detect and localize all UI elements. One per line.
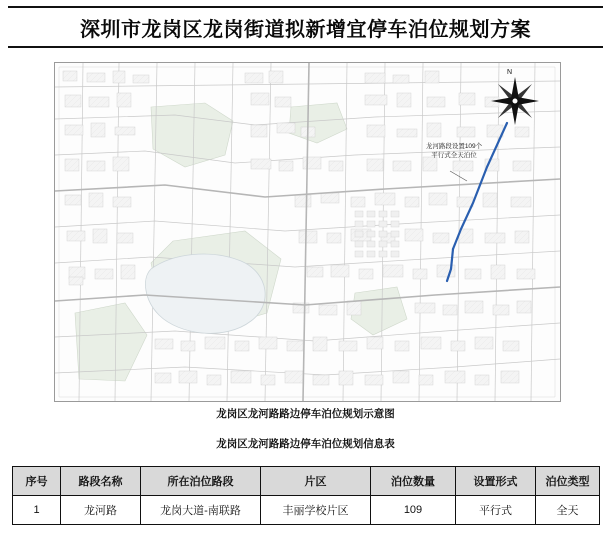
compass-rose-icon [487,73,543,129]
map-canvas [55,63,560,401]
title-rule-top [8,6,603,8]
table-cell-space-count: 109 [371,496,456,525]
parking-info-table [12,466,600,525]
map-annotation-line-1: 龙河路段设置109个 [425,143,483,150]
table-cell-layout-type: 平行式 [456,496,536,525]
table-header-cell: 设置形式 [456,467,536,496]
table-header-cell: 片区 [261,467,371,496]
parking-info-table-wrapper [12,466,599,525]
table-cell-space-type: 全天 [536,496,600,525]
table-row [13,496,600,525]
table-cell-segment: 龙岗大道-南联路 [141,496,261,525]
map-annotation-line-2: 平行式全天泊位 [431,151,477,159]
title-rule-bottom [8,46,603,48]
page-title: 深圳市龙岗区龙岗街道拟新增宜停车泊位规划方案 [80,18,531,41]
table-header-cell: 所在泊位路段 [141,467,261,496]
map-caption: 龙岗区龙河路路边停车泊位规划示意图 [216,408,395,420]
document-title-banner [0,6,611,48]
table-header-cell: 序号 [13,467,61,496]
table-cell-road-name: 龙河路 [61,496,141,525]
table-header-cell: 泊位类型 [536,467,600,496]
table-cell-district: 丰丽学校片区 [261,496,371,525]
map-figure [54,62,561,402]
map-annotation [399,143,509,161]
table-caption: 龙岗区龙河路路边停车泊位规划信息表 [216,438,395,450]
compass-north-label: N [507,69,513,76]
table-header-row [13,467,600,496]
table-header-cell: 路段名称 [61,467,141,496]
table-cell-index: 1 [13,496,61,525]
table-header-cell: 泊位数量 [371,467,456,496]
